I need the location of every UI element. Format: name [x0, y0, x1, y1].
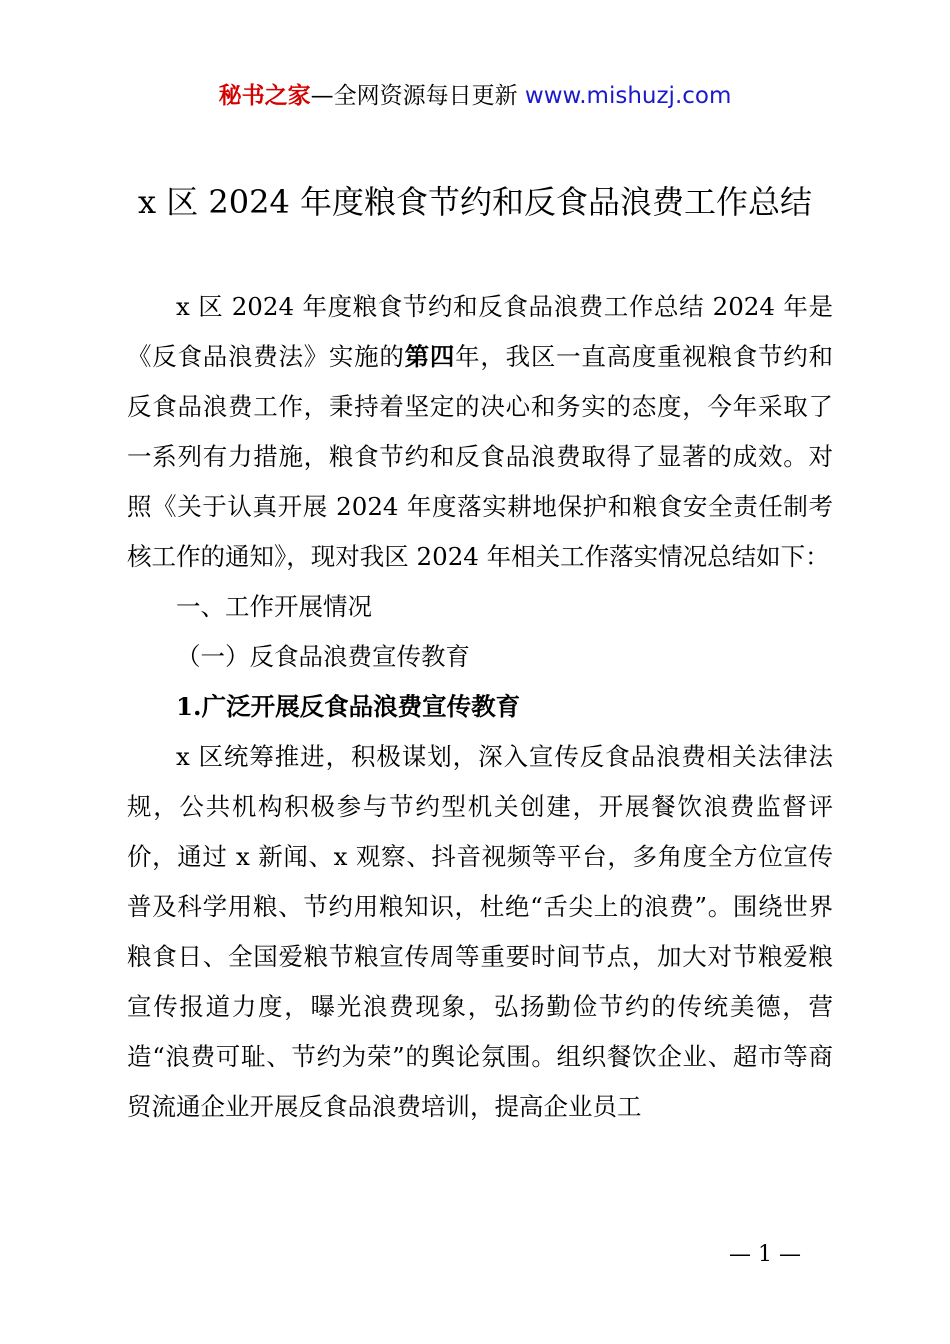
section-heading-3: 1.广泛开展反食品浪费宣传教育	[176, 692, 521, 721]
intro-paragraph	[127, 282, 833, 582]
document-body	[127, 282, 833, 1132]
section-heading-1: 一、工作开展情况	[176, 592, 372, 621]
page-number: — 1 —	[729, 1242, 801, 1267]
section-heading-2: （一）反食品浪费宣传教育	[176, 642, 470, 671]
intro-bold-text: 第四	[404, 342, 456, 371]
intro-text-a: x 区 2024 年度粮食节约和反食品浪费工作总结 2024 年是《反食品浪费法》实施的	[127, 292, 833, 371]
brand-name: 秘书之家	[218, 83, 311, 109]
intro-text-b: 年，我区一直高度重视粮食节约和反食品浪费工作，秉持着坚定的决心和务实的态度，今年采取了一系列有力措施，粮食节约和反食品浪费取得了显著的成效。对照《关于认真开展 2024 年度落实耕地保护和粮食安全责任制考核工作的通知》，现对我区 2024 年相关工作落实情况总结如下：	[127, 342, 834, 571]
document-title: x 区 2024 年度粮食节约和反食品浪费工作总结	[137, 183, 812, 221]
body-paragraph: x 区统筹推进，积极谋划，深入宣传反食品浪费相关法律法规，公共机构积极参与节约型机关创建，开展餐饮浪费监督评价，通过 x 新闻、x 观察、抖音视频等平台，多角度全方位宣传普及科学用粮、节约用粮知识，杜绝“舌尖上的浪费”。围绕世界粮食日、全国爱粮节粮宣传周等重要时间节点，加大对节粮爱粮宣传报道力度，曝光浪费现象，弘扬勤俭节约的传统美德，营造“浪费可耻、节约为荣”的舆论氛围。组织餐饮企业、超市等商贸流通企业开展反食品浪费培训，提高企业员工	[127, 742, 833, 1121]
site-url[interactable]: www.mishuzj.com	[524, 83, 732, 109]
header-tagline: —全网资源每日更新	[310, 83, 525, 109]
site-header	[0, 80, 950, 112]
